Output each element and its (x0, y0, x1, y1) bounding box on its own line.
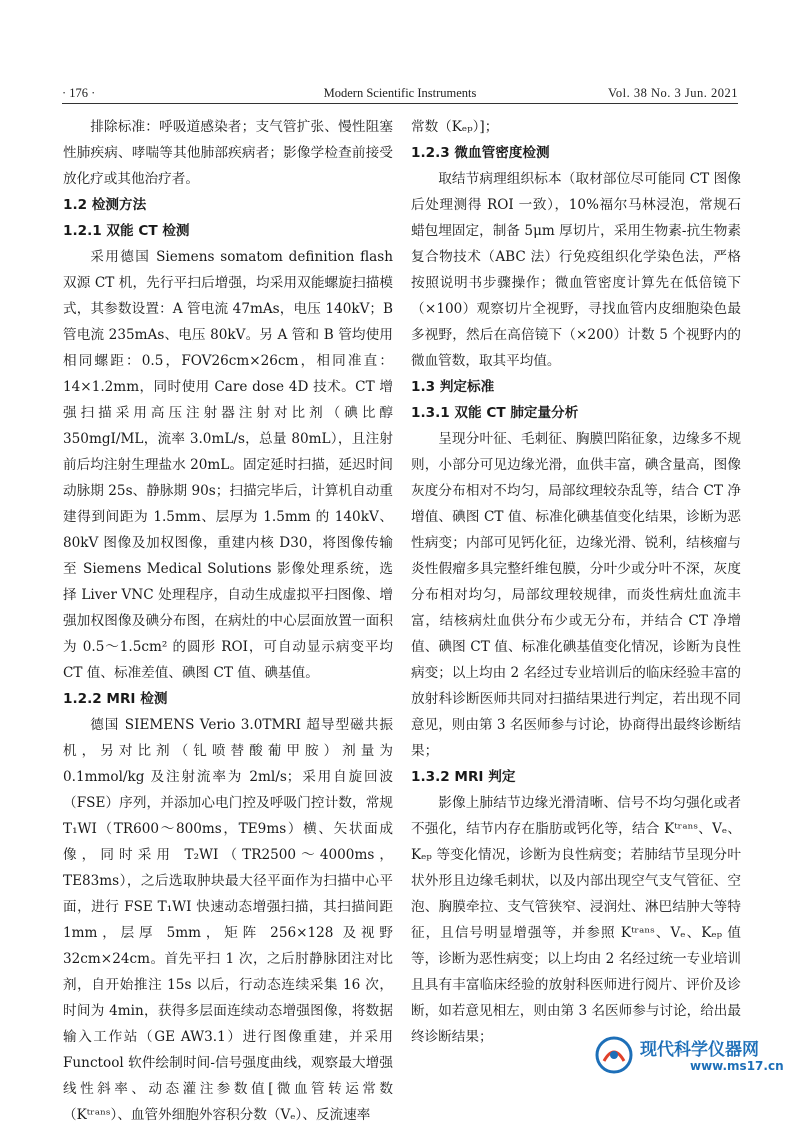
heading-1-2-3: 1.2.3 微血管密度检测 (411, 145, 550, 161)
paragraph-continued: 常数（Kₑₚ）]； (411, 119, 499, 135)
watermark-site-name: 现代科学仪器网 (640, 1040, 759, 1060)
heading-1-3: 1.3 判定标准 (411, 379, 495, 395)
watermark-logo (594, 1031, 794, 1079)
paragraph-mri-judgement: 影像上肺结节边缘光滑清晰、信号不均匀强化或者不强化，结节内存在脂肪或钙化等，结合 Kᵗʳᵃⁿˢ、Vₑ、Kₑₚ 等变化情况，诊断为良性病变；若肺结节呈现分叶状外形且边缘毛刺状，以及内部出现空气支气管征、空泡、胸膜牵拉、支气管狭窄、浸润灶、淋巴结肿大等特征，且信号明显增强等，并参照 Kᵗʳᵃⁿˢ、Vₑ、Kₑₚ 值等，诊断为恶性病变；以上均由 2 名经过统一专业培训且具有丰富临床经验的放射科医师进行阅片、评价及诊断，如若意见相左，则由第 3 名医师参与讨论，给出最终诊断结果； (411, 795, 741, 1045)
heading-1-2-1: 1.2.1 双能 CT 检测 (63, 223, 190, 239)
heading-1-3-2: 1.3.2 MRI 判定 (411, 769, 516, 785)
right-column (411, 114, 741, 1050)
header-rule (62, 103, 738, 104)
paragraph-dual-energy-ct: 采用德国 Siemens somatom definition flash 双源 CT 机，先行平扫后增强，均采用双能螺旋扫描模式，其参数设置：A 管电流 47mAs，电压 140kV；B 管电流 235mAs、电压 80kV。另 A 管和 B 管均使用相同螺距：0.5，FOV26cm×26cm，相同准直：14×1.2mm，同时使用 Care dose 4D 技术。CT 增强扫描采用高压注射器注射对比剂（碘比醇 350mgI/ML，流率 3.0mL/s，总量 80mL），且注射前后均注射生理盐水 20mL。固定延时扫描，延迟时间动脉期 25s、静脉期 90s；扫描完毕后，计算机自动重建得到间距为 1.5mm、层厚为 1.5mm 的 140kV、80kV 图像及加权图像，重建内核 D30，将图像传输至 Siemens Medical Solutions 影像处理系统，选择 Liver VNC 处理程序，自动生成虚拟平扫图像、增强加权图像及碘分布图，在病灶的中心层面放置一面积为 0.5～1.5cm² 的圆形 ROI，可自动显示病变平均 CT 值、标准差值、碘图 CT 值、碘基值。 (63, 249, 393, 681)
page-number: · 176 · (62, 86, 96, 100)
journal-name: Modern Scientific Instruments (323, 86, 477, 100)
volume-info: Vol. 38 No. 3 Jun. 2021 (607, 86, 738, 100)
heading-1-2-2: 1.2.2 MRI 检测 (63, 691, 168, 707)
watermark-url: www.ms17.cn (690, 1059, 784, 1073)
paragraph-microvessel-density: 取结节病理组织标本（取材部位尽可能同 CT 图像后处理测得 ROI 一致），10%福尔马林浸泡，常规石蜡包埋固定，制备 5μm 厚切片，采用生物素-抗生物素复合物技术（ABC 法）行免疫组织化学染色法，严格按照说明书步骤操作；微血管密度计算先在低倍镜下（×100）观察切片全视野，寻找血管内皮细胞染色最多视野，然后在高倍镜下（×200）计数 5 个视野内的微血管数，取其平均值。 (411, 171, 741, 369)
paragraph-mri: 德国 SIEMENS Verio 3.0TMRI 超导型磁共振机，另对比剂（钆喷替酸葡甲胺）剂量为 0.1mmol/kg 及注射流率为 2ml/s；采用自旋回波（FSE）序列，并添加心电门控及呼吸门控计数，常规 T₁WI（TR600～800ms，TE9ms）横、矢状面成像，同时采用 T₂WI（TR2500～4000ms，TE83ms），之后选取肿块最大径平面作为扫描中心平面，进行 FSE T₁WI 快速动态增强扫描，其扫描间距 1mm，层厚 5mm，矩阵 256×128 及视野 32cm×24cm。首先平扫 1 次，之后肘静脉团注对比剂，自开始推注 15s 以后，行动态连续采集 16 次，时间为 4min，获得多层面连续动态增强图像，将数据输入工作站（GE AW3.1）进行图像重建，并采用 Functool 软件绘制时间-信号强度曲线，观察最大增强线性斜率、动态灌注参数值[微血管转运常数（Kᵗʳᵃⁿˢ）、血管外细胞外容积分数（Vₑ）、反流速率 (63, 717, 393, 1123)
instrument-logo-icon (594, 1035, 634, 1075)
left-column (63, 114, 393, 1128)
paragraph-exclusion-criteria: 排除标准：呼吸道感染者；支气管扩张、慢性阻塞性肺疾病、哮喘等其他肺部疾病者；影像学检查前接受放化疗或其他治疗者。 (63, 119, 393, 187)
running-header (62, 80, 738, 102)
heading-1-3-1: 1.3.1 双能 CT 肺定量分析 (411, 405, 579, 421)
heading-1-2: 1.2 检测方法 (63, 197, 147, 213)
paragraph-dect-analysis: 呈现分叶征、毛刺征、胸膜凹陷征象，边缘多不规则，小部分可见边缘光滑，血供丰富，碘含量高，图像灰度分布相对不均匀，局部纹理较杂乱等，结合 CT 净增值、碘图 CT 值、标准化碘基值变化结果，诊断为恶性病变；内部可见钙化征，边缘光滑、锐利，结核瘤与炎性假瘤多具完整纤维包膜，分叶少或分叶不深，灰度分布相对均匀，局部纹理较规律，而炎性病灶血流丰富，结核病灶血供分布少或无分布，并结合 CT 净增值、碘图 CT 值、标准化碘基值变化情况，诊断为良性病变；以上均由 2 名经过专业培训后的临床经验丰富的放射科诊断医师共同对扫描结果进行判定，若出现不同意见，则由第 3 名医师参与讨论，协商得出最终诊断结果； (411, 431, 741, 759)
